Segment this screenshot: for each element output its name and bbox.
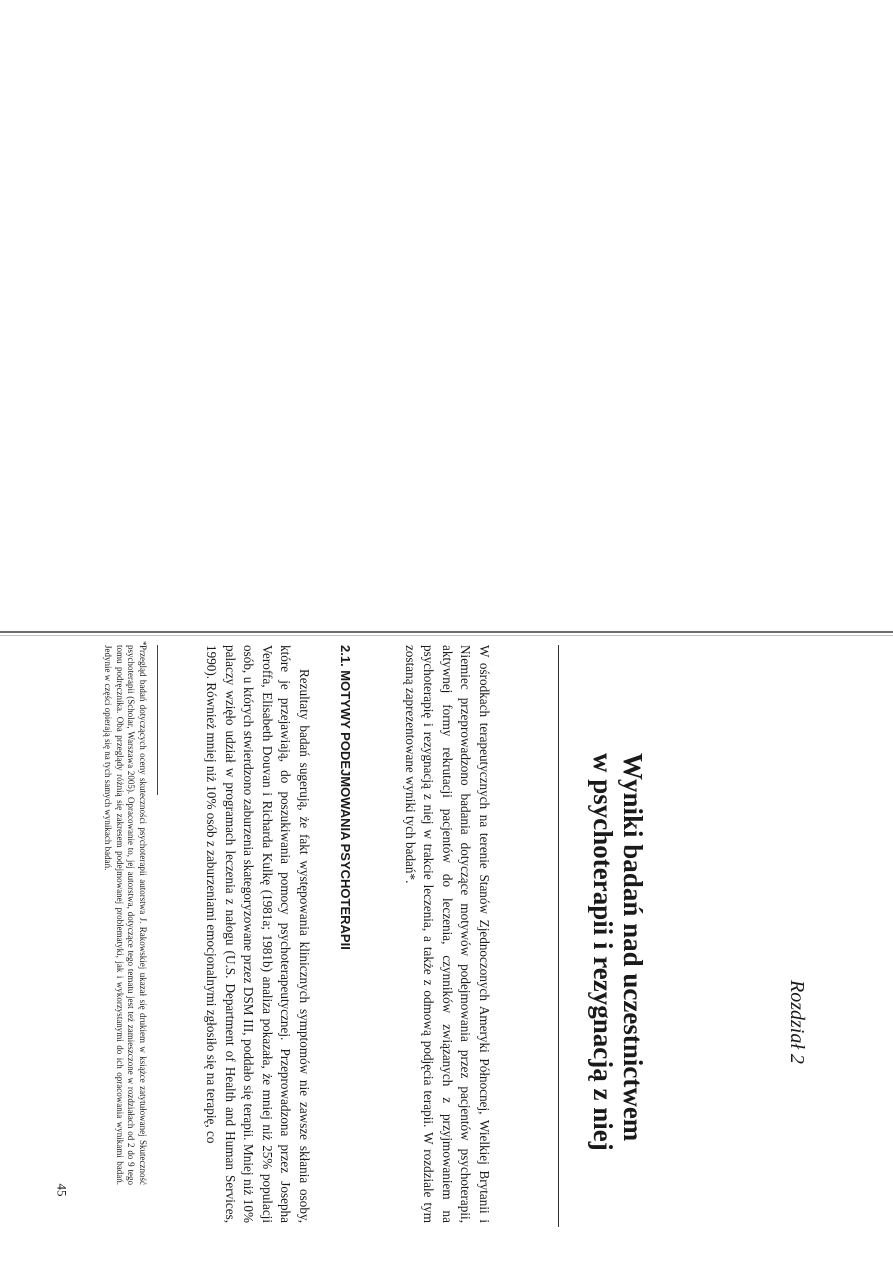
page-number: 45 (54, 1183, 70, 1197)
footnote-marker: * (138, 641, 148, 646)
footnote (102, 641, 148, 1185)
section-heading: 2.1. MOTYWY PODEJMOWANIA PSYCHOTERAPII (338, 645, 353, 950)
intro-paragraph: W ośrodkach terapeutycznych na terenie Stanów Zjednoczonych Ameryki Północnej, Wielkiej Brytanii i Niemiec przeprowadzono badania dotyczące motywów podejmowania przez pacjentów psychoterapii, aktywnej formy rekrutacji pacjentów do leczenia, czynników związanych z przyjmowaniem na psychoterapię i rezygnacją z niej w trakcie leczenia, a także z odmową podjęcia terapii. W rozdziale tym zostaną zaprezentowane wyniki tych badań*. (403, 645, 492, 1223)
footnote-rule (157, 645, 158, 795)
body-paragraph: Rezultaty badań sugerują, że fakt występowania klinicznych symptomów nie zawsze skłania osoby, które je przejawiają, do poszukiwania pomocy psychoterapeutycznej. Przeprowadzona przez Josepha Veroffa, Elisabeth Douvan i Richarda Kulkę (1981a; 1981b) analiza pokazała, że mniej niż 25% populacji osób, u których stwierdzono zaburzenia skategoryzowane przez DSM III, poddało się terapii. Mniej niż 10% palaczy wzięło udział w programach leczenia z nałogu (U.S. Department of Health and Human Services, 1990). Również mniej niż 10% osób z zaburzeniami emocjonalnymi zgłosiło się na terapię, co (204, 645, 312, 1223)
title-line-1: Wyniki badań nad uczestnictwem (618, 753, 648, 1142)
title-line-2: w psychoterapii i rezygnacją z niej (588, 753, 618, 1151)
page-content (0, 641, 893, 1235)
chapter-title (588, 645, 648, 1225)
chapter-label: Rozdział 2 (786, 980, 808, 1064)
footnote-text: Przegląd badań dotyczących oceny skuteczności psychoterapii autorstwa J. Rakowskiej ukazał się drukiem w książce zatytułowanej Skuteczność psychoterapii (Scholar, Warszawa 2005). Opracowanie to, jej autorstwa, dotyczące tego tematu jest też zamieszczone w rozdziałach od 2 do 9 tego tomu podręcznika. Oba przeglądy różnią się zakresem podejmowanej problematyki, jak i wykorzystanymi do ich opracowania wynikami badań. Jedynie w części opierają się na tych samych wynikach badań. (103, 645, 148, 1185)
title-rule (558, 645, 559, 1227)
